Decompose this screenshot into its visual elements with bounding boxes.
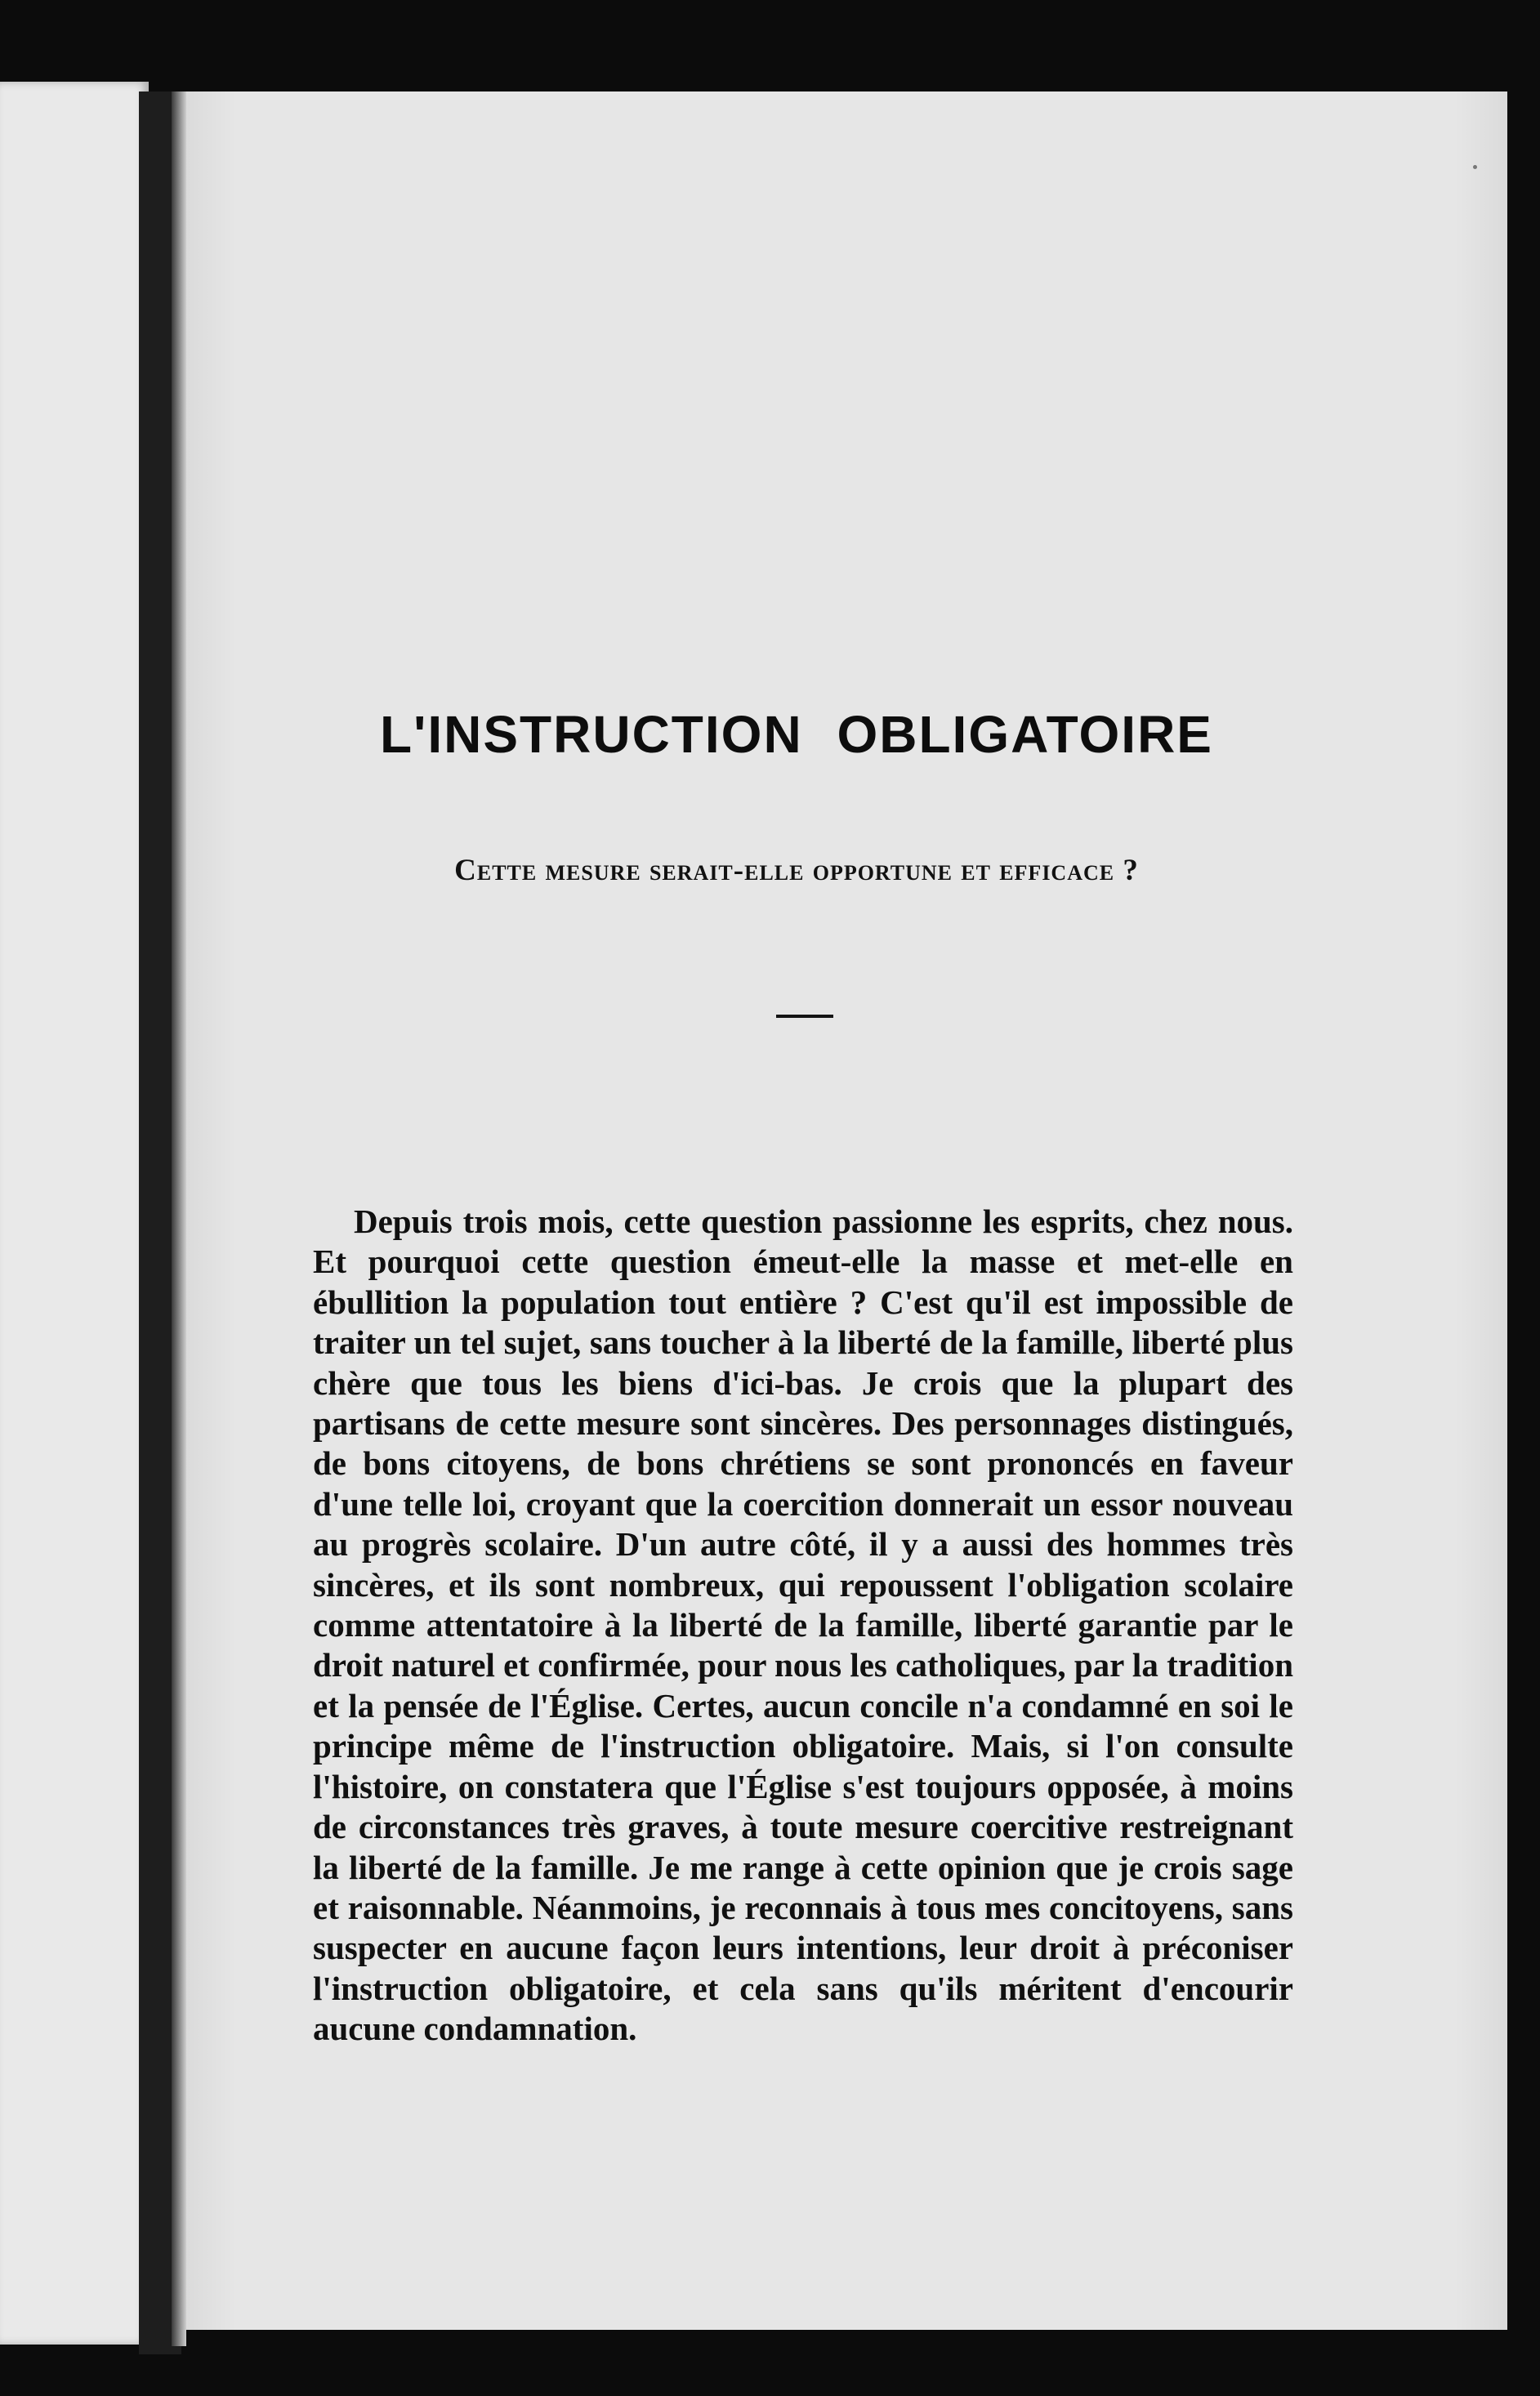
- book-page: [184, 91, 1507, 2330]
- facing-page-edge: [0, 82, 149, 2345]
- body-paragraph: Depuis trois mois, cette question passionne les esprits, chez nous. Et pourquoi cette question émeut-elle la masse et met-elle en ébullition la population tout entière ? C'est qu'il est impossible de traiter un tel sujet, sans toucher à la liberté de la famille, liberté plus chère que tous les biens d'ici-bas. Je crois que la plupart des partisans de cette mesure sont sincères. Des personnages distingués, de bons citoyens, de bons chrétiens se sont prononcés en faveur d'une telle loi, croyant que la coercition donnerait un essor nouveau au progrès scolaire. D'un autre côté, il y a aussi des hommes très sincères, et ils sont nombreux, qui repoussent l'obligation scolaire comme attentatoire à la liberté de la famille, liberté garantie par le droit naturel et confirmée, pour nous les catholiques, par la tradition et la pensée de l'Église. Certes, aucun concile n'a condamné en soi le principe même de l'instruction obligatoire. Mais, si l'on consulte l'histoire, on constatera que l'Église s'est toujours opposée, à moins de circonstances très graves, à toute mesure coercitive restreignant la liberté de la famille. Je me range à cette opinion que je crois sage et raisonnable. Néanmoins, je reconnais à tous mes concitoyens, sans suspecter en aucune façon leurs intentions, leur droit à préconiser l'instruction obligatoire, et cela sans qu'ils méritent d'encourir aucune condamnation.: [313, 1202, 1293, 2048]
- section-divider: [776, 1015, 833, 1018]
- chapter-subtitle: Cette mesure serait-elle opportune et efficace ?: [454, 854, 1139, 887]
- scan-top-margin: [0, 0, 1540, 86]
- paper-speck: [1473, 165, 1477, 169]
- chapter-title: L'INSTRUCTION OBLIGATOIRE: [380, 705, 1213, 764]
- gutter-shadow: [172, 91, 186, 2346]
